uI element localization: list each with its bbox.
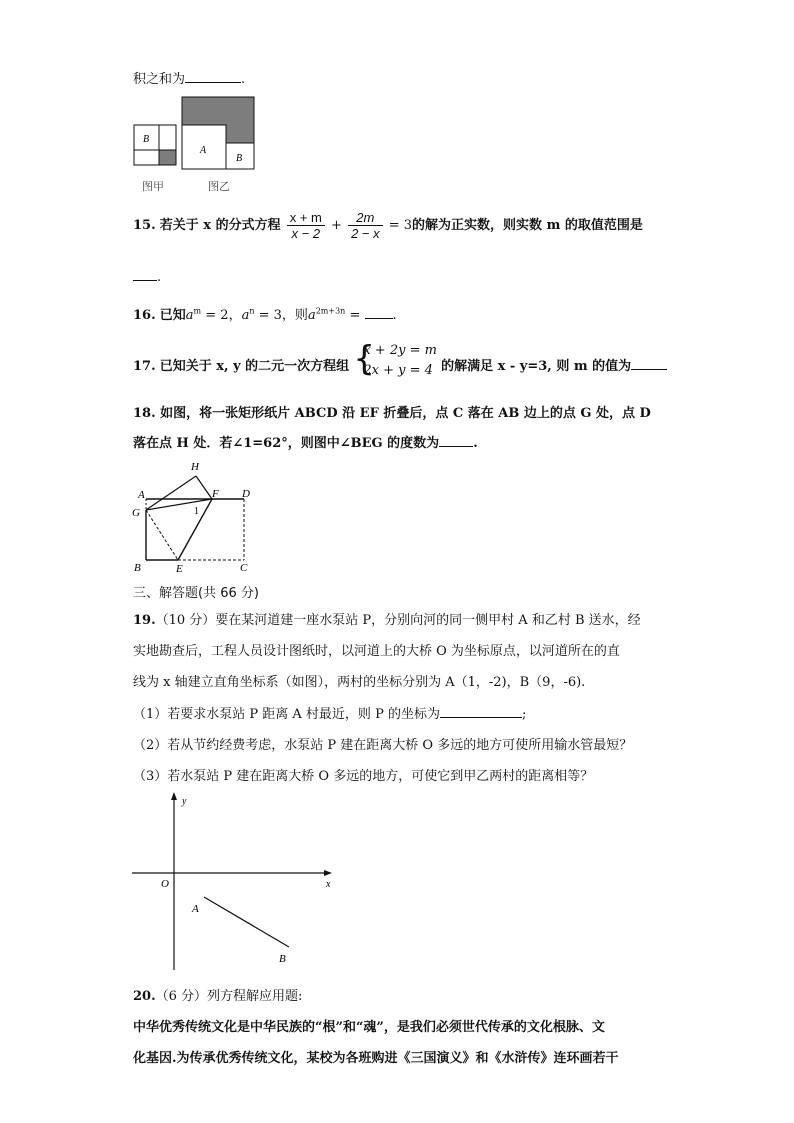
answer-blank[interactable]: [365, 306, 393, 319]
figure-jia: [134, 125, 176, 165]
q15-answer-line: .: [133, 268, 161, 285]
q19-part2: （2）若从节约经费考虑，水泵站 P 建在距离大桥 O 多远的地方可使所用输水管最短？: [133, 738, 633, 753]
q17: 17. 已知关于 x, y 的二元一次方程组 { x + 2y = m 2x + y = 4 的解满足 x - y=3, 则 m 的值为: [133, 341, 667, 385]
q15-fraction-1: $\frac{x + m}{x - 2}$: [287, 210, 325, 241]
q18-line2: 落在点 H 处．若∠1=62°，则图中∠BEG 的度数为 .: [133, 436, 478, 451]
q20-line1: 中华优秀传统文化是中华民族的“根”和“魂”，是我们必须世代传承的文化根脉、文: [133, 1020, 605, 1035]
q15-fraction-2: $\frac{2m}{2 - x}$: [348, 210, 383, 241]
point-a-label: A: [192, 903, 199, 915]
q19-line1: 19.（10 分）要在某河道建一座水泵站 P，分别向河的同一侧甲村 A 和乙村 B 送水，经: [133, 613, 641, 628]
fig-jia-label-b: B: [143, 134, 150, 145]
q14-text: 积之和为 .: [133, 72, 246, 87]
label-h: H: [191, 461, 199, 473]
label-a: A: [138, 489, 145, 501]
answer-blank[interactable]: [439, 434, 473, 447]
q20-line2: 化基因.为传承优秀传统文化，某校为各班购进《三国演义》和《水浒传》连环画若干: [133, 1051, 619, 1066]
q18-line1: 18. 如图，将一张矩形纸片 ABCD 沿 EF 折叠后，点 C 落在 AB 边上的点 G 处，点 D: [133, 406, 651, 421]
caption-jia: 图甲: [142, 181, 164, 193]
axis-x-label: x: [326, 879, 331, 890]
q19-line2: 实地勘查后，工程人员设计图纸时，以河道上的大桥 O 为坐标原点，以河道所在的直: [133, 644, 620, 659]
point-b-label: B: [279, 953, 286, 965]
q19-part3: （3）若水泵站 P 建在距离大桥 O 多远的地方，可使它到甲乙两村的距离相等？: [133, 769, 594, 784]
label-angle-1: 1: [194, 506, 199, 517]
axis-y-label: y: [182, 796, 187, 807]
caption-yi: 图乙: [208, 181, 230, 193]
q19-part1: （1）若要求水泵站 P 距离 A 村最近，则 P 的坐标为 ;: [133, 707, 527, 722]
q17-system: { x + 2y = m 2x + y = 4: [353, 339, 437, 379]
q16: 16. 已知$a^m = 2$，$a^n = 3$，则$a^{2m+3n}$ = .: [133, 306, 397, 323]
q19-coordinate-figure: [128, 790, 348, 970]
section-title: 三、解答题(共 66 分): [133, 586, 259, 601]
label-d: D: [242, 488, 250, 500]
q19-line3: 线为 x 轴建立直角坐标系（如图），两村的坐标分别为 A（1，-2)，B（9，-6).: [133, 675, 586, 690]
q15: 15. 若关于 x 的分式方程 $\frac{x + m}{x - 2}$ + $\frac{2m}{2 - x}$ = 3的解为正实数，则实数 m 的取值范围是: [133, 210, 643, 241]
brace-icon: {: [353, 339, 375, 379]
label-c: C: [240, 562, 248, 574]
answer-blank[interactable]: [440, 705, 522, 718]
q18-figure: [128, 455, 258, 575]
label-e: E: [176, 563, 183, 575]
q20-title: 20.（6 分）列方程解应用题:: [133, 989, 303, 1004]
label-f: F: [212, 488, 219, 500]
fig-yi-label-a: A: [200, 145, 207, 156]
label-g: G: [132, 507, 140, 519]
answer-blank[interactable]: [185, 70, 241, 83]
fig-yi-label-b: B: [236, 153, 243, 164]
answer-blank[interactable]: [133, 268, 157, 281]
label-b: B: [134, 562, 141, 574]
origin-label: O: [161, 878, 169, 890]
answer-blank[interactable]: [631, 357, 667, 370]
figure-yi: [182, 97, 254, 169]
